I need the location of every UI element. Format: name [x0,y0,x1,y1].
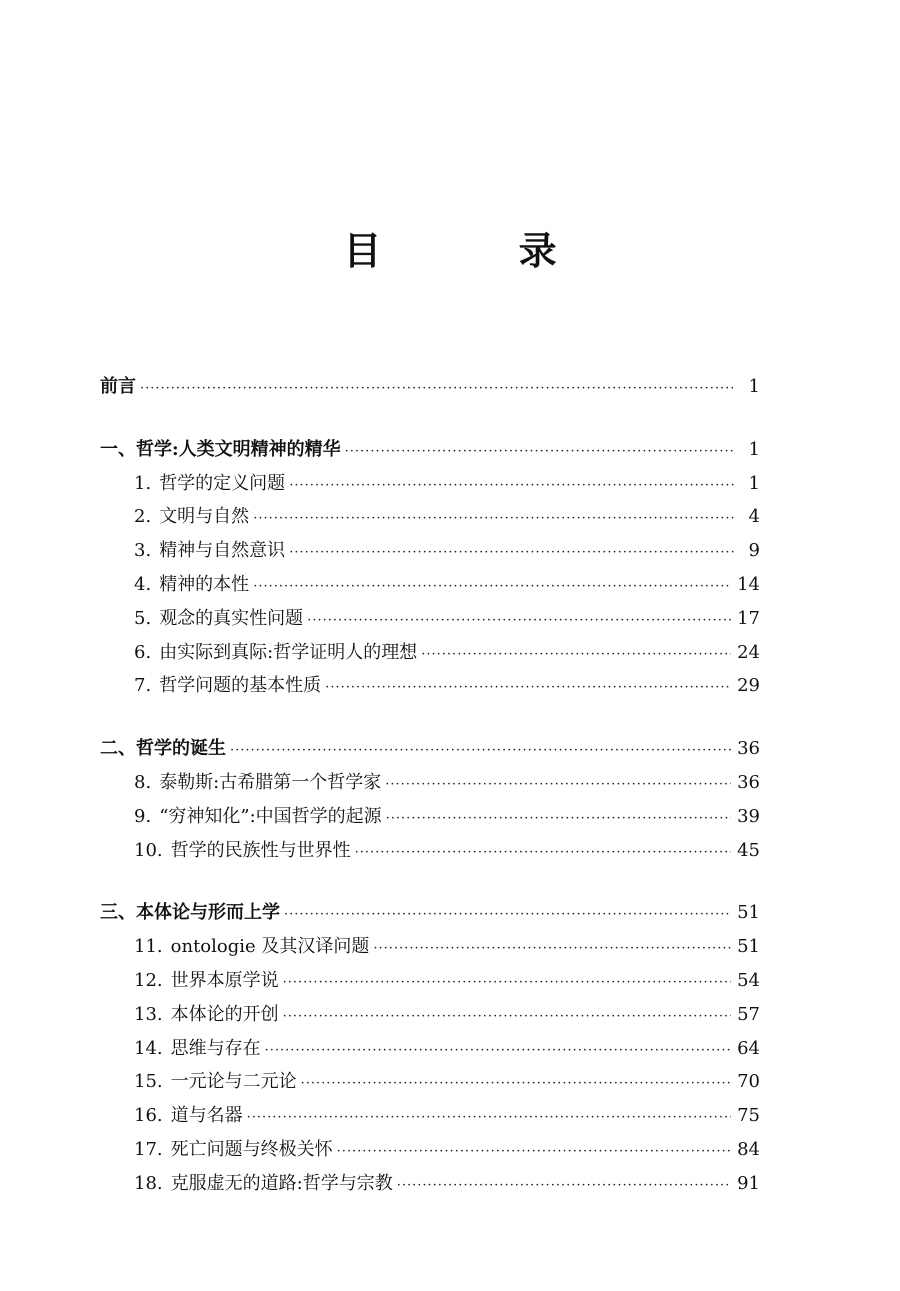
dot-leader [283,966,731,1000]
toc-entry-title [100,467,285,501]
toc-section-entry [100,998,760,1032]
toc-section-entry [100,568,760,602]
toc-page-number: 36 [737,771,760,793]
toc-entry-label: 哲学问题的基本性质 [159,675,322,697]
toc-entry-label: 世界本原学说 [170,969,279,991]
toc-section-entry [100,1032,760,1066]
toc-section-entry [100,1133,760,1167]
toc-page-number: 84 [737,1138,760,1160]
toc-entry-title [100,534,285,568]
toc-chapter-entry [100,433,760,467]
dot-leader [397,1169,731,1203]
toc-entry-title [100,1065,297,1099]
toc-section-entry [100,930,760,964]
toc-entry-title [100,800,382,834]
toc-section-entry [100,534,760,568]
toc-entry-title [100,636,417,670]
toc-entry-number: 17. [134,1138,163,1160]
dot-leader [265,1034,731,1068]
toc-entry-title [100,1099,243,1133]
toc-entry-number: 9. [134,805,152,827]
dot-leader [301,1067,731,1101]
toc-entry-number: 11. [134,936,163,958]
dot-leader [307,604,731,638]
toc-entry-label: 哲学的定义问题 [159,472,286,494]
toc-entry-label: 死亡问题与终极关怀 [170,1138,333,1160]
toc-entry-title [100,930,369,964]
toc-entry-number: 5. [134,607,152,629]
toc-chapter-entry [100,896,760,930]
toc-section-entry [100,834,760,868]
dot-leader [289,536,734,570]
dot-leader [253,502,734,536]
toc-entry-number: 6. [134,641,152,663]
toc-entry-number: 14. [134,1037,163,1059]
toc-entry-label: 本体论的开创 [170,1003,279,1025]
toc-entry-label: 文明与自然 [159,506,250,528]
dot-leader [289,469,734,503]
toc-entry-title: 前言 [100,376,136,397]
toc-entry-label: 克服虚无的道路:哲学与宗教 [170,1172,393,1194]
toc-entry-title [100,964,279,998]
toc-entry-label: “穷神知化”:中国哲学的起源 [159,805,382,827]
toc-page-number: 24 [737,641,760,663]
toc-entry-label: 精神与自然意识 [159,540,286,562]
toc-page-number: 14 [737,573,760,595]
toc-page-number: 29 [737,675,760,697]
toc-entry-title [100,766,381,800]
toc-entry-label: 观念的真实性问题 [159,607,304,629]
toc-page-number: 64 [737,1037,760,1059]
dot-leader [355,836,731,870]
toc-entry-label: 道与名器 [170,1105,243,1127]
toc-page-number: 70 [737,1071,760,1093]
dot-leader [373,932,731,966]
dot-leader [386,802,731,836]
toc-page-number: 1 [748,438,760,460]
toc-entry-title: 三、本体论与形而上学 [100,902,280,924]
dot-leader [345,435,734,469]
dot-leader [230,734,731,768]
dot-leader [140,372,734,406]
toc-page-number: 36 [737,738,760,760]
toc-page-number: 9 [748,540,760,562]
toc-page-number: 91 [737,1172,760,1194]
toc-page-number: 51 [737,936,760,958]
toc-entry-number: 12. [134,969,163,991]
toc-section-entry [100,602,760,636]
toc-entry-number: 13. [134,1003,163,1025]
toc-entry-title [100,1133,333,1167]
toc-page-number: 1 [748,472,760,494]
toc-entry-number: 3. [134,540,152,562]
toc-page-number: 4 [748,506,760,528]
toc-entry-number: 16. [134,1105,163,1127]
toc-section-entry [100,800,760,834]
toc-page-number: 17 [737,607,760,629]
dot-leader [421,638,731,672]
toc-entry-title [100,998,279,1032]
toc-entry-number: 10. [134,839,163,861]
toc-entry-title [100,1032,261,1066]
toc-entry-label: 哲学的民族性与世界性 [170,839,351,861]
toc-page-number: 57 [737,1003,760,1025]
toc-entry-label: 泰勒斯:古希腊第一个哲学家 [159,771,382,793]
dot-leader [325,671,731,705]
dot-leader [283,1000,731,1034]
toc-section-entry [100,1167,760,1201]
toc-entry-label: 思维与存在 [170,1037,261,1059]
toc-section-entry [100,766,760,800]
toc-entry-label: ontologie 及其汉译问题 [170,936,370,958]
toc-section-entry [100,1065,760,1099]
toc-entry-title: 一、哲学:人类文明精神的精华 [100,438,341,460]
toc-section-entry [100,500,760,534]
toc-entry-number: 8. [134,771,152,793]
dot-leader [385,768,731,802]
toc-page-number: 75 [737,1105,760,1127]
toc-entry-number: 15. [134,1071,163,1093]
dot-leader [284,898,731,932]
toc-chapter-entry [100,732,760,766]
toc-page-number: 1 [748,376,760,397]
toc-section-entry [100,669,760,703]
toc-entry-title [100,602,303,636]
toc-section-entry [100,636,760,670]
toc-entry-label: 由实际到真际:哲学证明人的理想 [159,641,418,663]
toc-entry-label: 精神的本性 [159,573,250,595]
toc-entry-title [100,1167,393,1201]
toc-entry-title [100,834,351,868]
page-title: 目 录 [343,228,619,273]
toc-entry-title: 二、哲学的诞生 [100,738,226,760]
toc-entry-title [100,500,249,534]
toc-entry-number: 7. [134,675,152,697]
toc-entry-number: 4. [134,573,152,595]
toc-section-entry [100,467,760,501]
toc-entry-title [100,568,249,602]
dot-leader [337,1135,731,1169]
toc-page-number: 45 [737,839,760,861]
toc-entry-number: 18. [134,1172,163,1194]
toc-preface-entry [100,370,760,404]
toc-page-number: 51 [737,902,760,924]
toc-page-number: 54 [737,969,760,991]
toc-entry-number: 2. [134,506,152,528]
dot-leader [247,1101,731,1135]
dot-leader [253,570,731,604]
toc-entry-number: 1. [134,472,152,494]
toc-section-entry [100,1099,760,1133]
toc-entry-label: 一元论与二元论 [170,1071,297,1093]
toc-section-entry [100,964,760,998]
toc-page-number: 39 [737,805,760,827]
table-of-contents [100,370,760,1201]
toc-entry-title [100,669,321,703]
